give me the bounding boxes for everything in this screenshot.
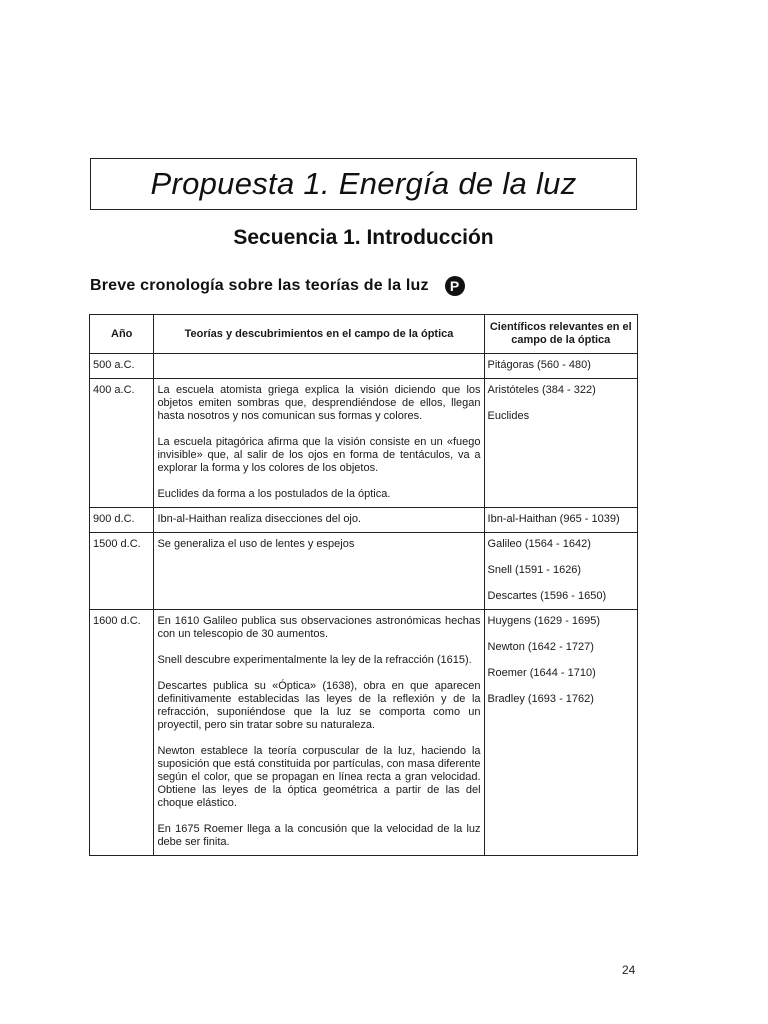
scientists-cell bbox=[484, 610, 637, 856]
table-row bbox=[90, 379, 638, 508]
theory-paragraph: La escuela atomista griega explica la visión diciendo que los objetos emiten sombras que, desprendiéndose de ellos, llegan hasta nosotros y nos comunican sus formas y colores. bbox=[157, 384, 481, 422]
table-header-row bbox=[90, 315, 638, 354]
theory-paragraph: Newton establece la teoría corpuscular de la luz, haciendo la suposición que está constituida por partículas, con masa diferente según el color, que se propagan en línea recta a gran velocidad. Obtiene las leyes de la óptica geométrica a partir de las del choque elástico. bbox=[157, 745, 481, 809]
theories-cell bbox=[154, 354, 484, 379]
header-theories: Teorías y descubrimientos en el campo de la óptica bbox=[154, 315, 484, 354]
year-cell: 1600 d.C. bbox=[90, 610, 154, 856]
year-cell: 500 a.C. bbox=[90, 354, 154, 379]
year-cell: 400 a.C. bbox=[90, 379, 154, 508]
scientist-entry: Bradley (1693 - 1762) bbox=[487, 693, 594, 705]
theory-paragraph: Se generaliza el uso de lentes y espejos bbox=[157, 538, 355, 550]
scientist-entry: Pitágoras (560 - 480) bbox=[487, 359, 591, 371]
header-scientists: Científicos relevantes en el campo de la óptica bbox=[484, 315, 637, 354]
scientist-entry: Galileo (1564 - 1642) bbox=[487, 538, 591, 550]
theories-cell bbox=[154, 610, 484, 856]
page-title: Propuesta 1. Energía de la luz bbox=[150, 166, 577, 201]
scientist-entry: Descartes (1596 - 1650) bbox=[487, 590, 607, 602]
year-cell: 900 d.C. bbox=[90, 508, 154, 533]
year-cell: 1500 d.C. bbox=[90, 533, 154, 610]
page-number: 24 bbox=[622, 963, 636, 977]
theories-cell bbox=[154, 508, 484, 533]
section-title: Breve cronología sobre las teorías de la luz bbox=[90, 277, 429, 294]
scientist-entry: Aristóteles (384 - 322) bbox=[487, 384, 596, 396]
theories-cell bbox=[154, 379, 484, 508]
scientists-cell bbox=[484, 379, 637, 508]
scientist-entry: Huygens (1629 - 1695) bbox=[487, 615, 601, 627]
theory-paragraph: Euclides da forma a los postulados de la óptica. bbox=[157, 488, 391, 500]
theory-paragraph: La escuela pitagórica afirma que la visión consiste en un «fuego invisible» que, al salir de los ojos en forma de tentáculos, va a explorar la forma y los colores de los objetos. bbox=[157, 436, 481, 474]
scientist-entry: Newton (1642 - 1727) bbox=[487, 641, 594, 653]
title-box bbox=[90, 158, 637, 210]
chronology-table bbox=[89, 314, 638, 856]
table-row bbox=[90, 610, 638, 856]
scientists-cell bbox=[484, 508, 637, 533]
section-heading bbox=[90, 276, 465, 296]
theories-cell bbox=[154, 533, 484, 610]
scientists-cell bbox=[484, 533, 637, 610]
sequence-title: Secuencia 1. Introducción bbox=[233, 226, 494, 249]
scientists-cell bbox=[484, 354, 637, 379]
table-row bbox=[90, 533, 638, 610]
scientist-entry: Snell (1591 - 1626) bbox=[487, 564, 582, 576]
table-body bbox=[90, 354, 638, 856]
p-badge-icon: P bbox=[445, 276, 465, 296]
theory-paragraph: Ibn-al-Haithan realiza disecciones del ojo. bbox=[157, 513, 362, 525]
table-row bbox=[90, 354, 638, 379]
scientist-entry: Roemer (1644 - 1710) bbox=[487, 667, 596, 679]
scientist-entry: Euclides bbox=[487, 410, 530, 422]
scientist-entry: Ibn-al-Haithan (965 - 1039) bbox=[487, 513, 620, 525]
theory-paragraph: Descartes publica su «Óptica» (1638), obra en que aparecen definitivamente establecidas las leyes de la reflexión y de la refracción, suponiéndose que la luz se comporta como un proyectil, pero sin tratar sobre su naturaleza. bbox=[157, 680, 481, 731]
theory-paragraph: Snell descubre experimentalmente la ley de la refracción (1615). bbox=[157, 654, 472, 666]
header-year: Año bbox=[90, 315, 154, 354]
theory-paragraph: En 1675 Roemer llega a la concusión que la velocidad de la luz debe ser finita. bbox=[157, 823, 481, 848]
table-row bbox=[90, 508, 638, 533]
theory-paragraph: En 1610 Galileo publica sus observaciones astronómicas hechas con un telescopio de 30 aumentos. bbox=[157, 615, 481, 640]
